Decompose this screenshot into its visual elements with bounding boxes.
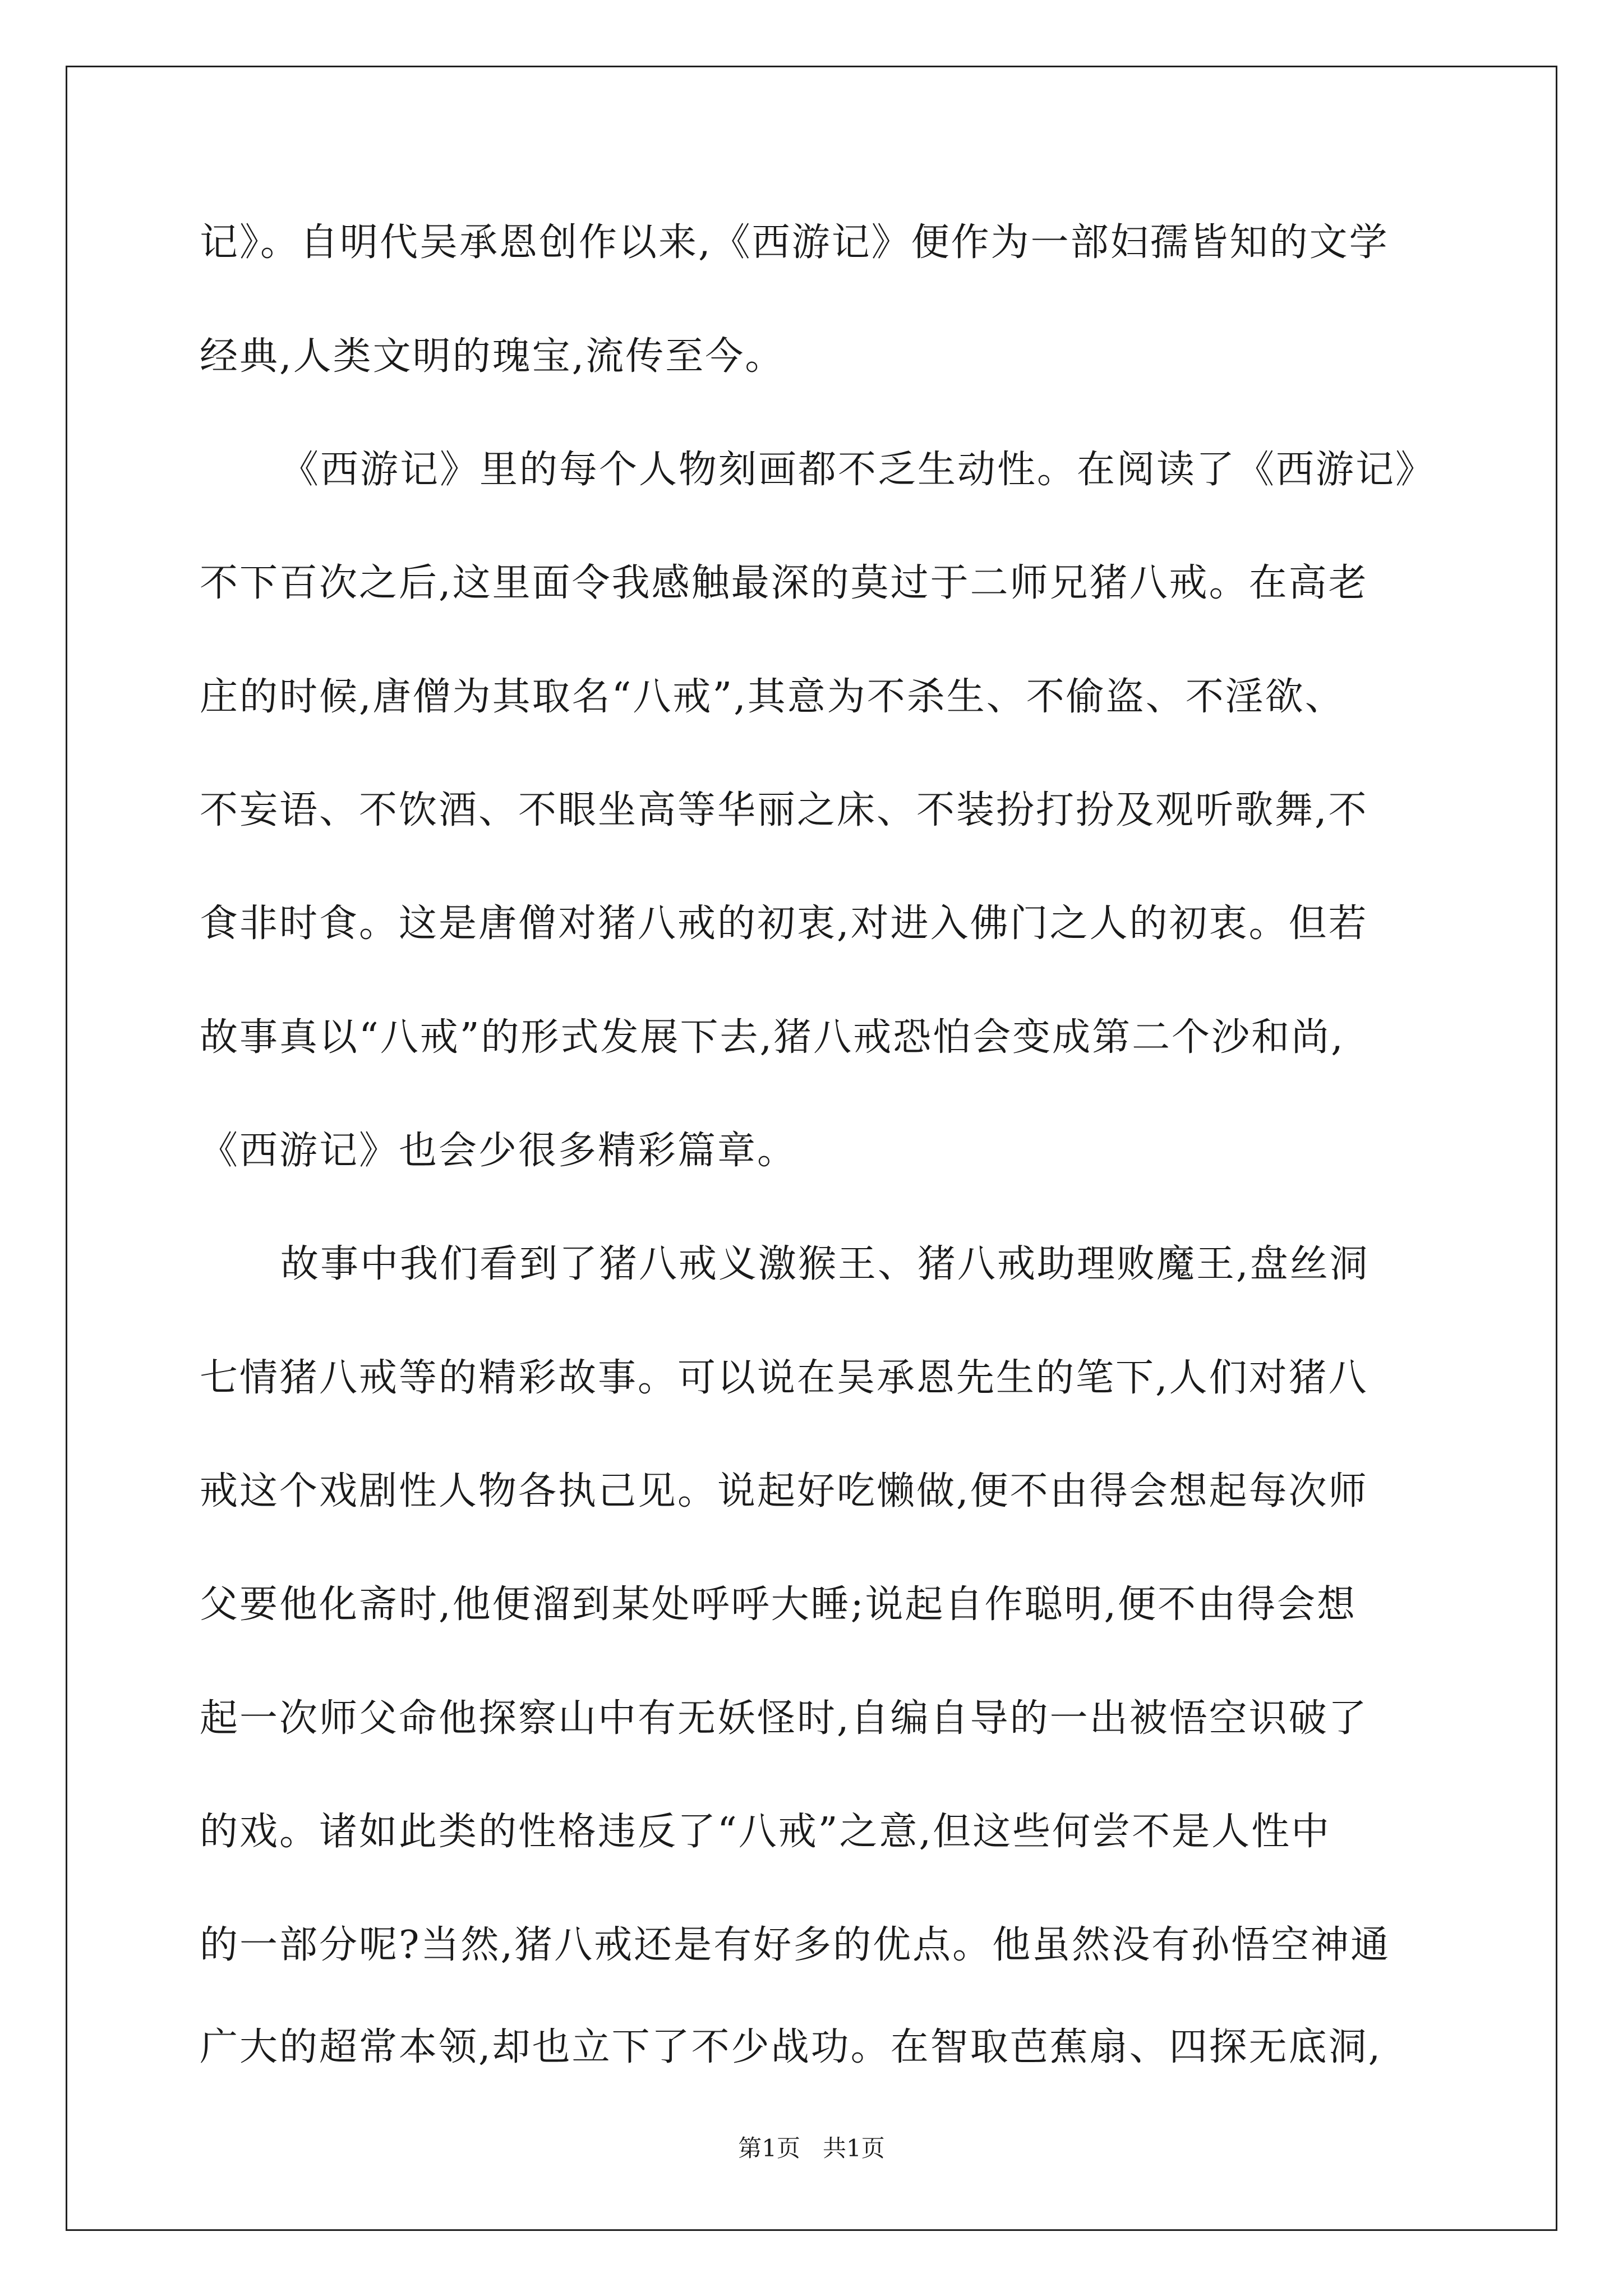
text-line: 庄的时候,唐僧为其取名“八戒”,其意为不杀生、不偷盗、不淫欲、 [200,675,1345,719]
text-line: 不下百次之后,这里面令我感触最深的莫过于二师兄猪八戒。在高老 [200,561,1368,605]
text-line: 故事真以“八戒”的形式发展下去,猪八戒恐怕会变成第二个沙和尚, [200,1015,1345,1060]
text-line: 《西游记》也会少很多精彩篇章。 [200,1129,797,1173]
text-line: 起一次师父命他探察山中有无妖怪时,自编自导的一出被悟空识破了 [200,1696,1368,1741]
text-line: 《西游记》里的每个人物刻画都不乏生动性。在阅读了《西游记》 [280,448,1436,492]
text-line: 食非时食。这是唐僧对猪八戒的初衷,对进入佛门之人的初衷。但若 [200,901,1368,946]
text-line: 的一部分呢?当然,猪八戒还是有好多的优点。他虽然没有孙悟空神通 [200,1923,1391,1967]
text-line: 故事中我们看到了猪八戒义激猴王、猪八戒助理败魔王,盘丝洞 [280,1242,1370,1286]
text-line: 记》。自明代吴承恩创作以来,《西游记》便作为一部妇孺皆知的文学 [200,220,1389,265]
text-line: 父要他化斋时,他便溜到某处呼呼大睡;说起自作聪明,便不由得会想 [200,1582,1357,1627]
text-line: 不妄语、不饮酒、不眼坐高等华丽之床、不装扮打扮及观听歌舞,不 [200,788,1368,832]
text-line: 戒这个戏剧性人物各执己见。说起好吃懒做,便不由得会想起每次师 [200,1469,1368,1513]
text-line: 七情猪八戒等的精彩故事。可以说在吴承恩先生的笔下,人们对猪八 [200,1356,1368,1400]
text-line: 经典,人类文明的瑰宝,流传至今。 [200,334,785,379]
text-line: 的戏。诸如此类的性格违反了“八戒”之意,但这些何尝不是人性中 [200,1810,1331,1854]
text-line: 广大的超常本领,却也立下了不少战功。在智取芭蕉扇、四探无底洞, [200,2025,1382,2069]
page-number-footer: 第1页 共1页 [738,2134,885,2162]
